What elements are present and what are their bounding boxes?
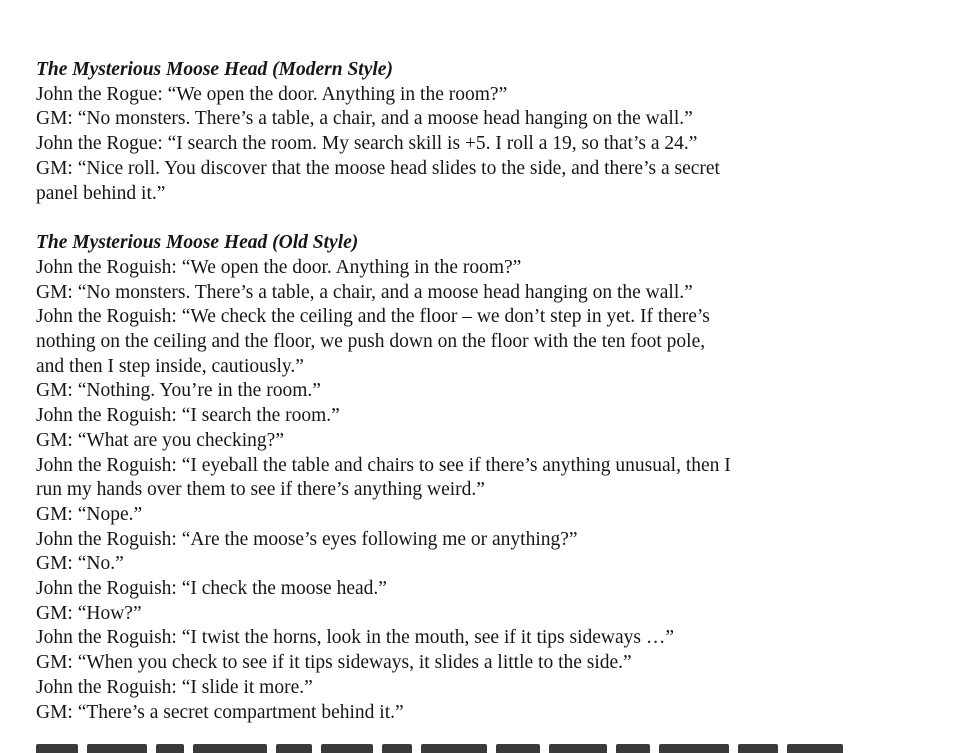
document-body <box>36 58 916 725</box>
dialogue-line: GM: “No.” <box>36 553 124 575</box>
section-spacer <box>36 206 916 231</box>
dialogue-line: GM: “How?” <box>36 602 142 624</box>
dialogue-line: John the Roguish: “I eyeball the table and chairs to see if there’s anything unusual, then I <box>36 454 731 476</box>
dialogue-line: John the Rogue: “We open the door. Anything in the room?” <box>36 83 508 105</box>
dialogue-line: John the Roguish: “I twist the horns, look in the mouth, see if it tips sideways …” <box>36 627 675 649</box>
dialogue-line: John the Roguish: “I slide it more.” <box>36 676 313 698</box>
dialogue-line: GM: “Nope.” <box>36 503 143 525</box>
dialogue-line: GM: “Nice roll. You discover that the moose head slides to the side, and there’s a secret <box>36 157 720 179</box>
dialogue-line: nothing on the ceiling and the floor, we push down on the floor with the ten foot pole, <box>36 331 706 353</box>
cropped-next-line <box>36 744 906 753</box>
dialogue-line: John the Rogue: “I search the room. My search skill is +5. I roll a 19, so that’s a 24.” <box>36 133 698 155</box>
dialogue-line: John the Roguish: “We open the door. Anything in the room?” <box>36 256 522 278</box>
dialogue-line: GM: “No monsters. There’s a table, a chair, and a moose head hanging on the wall.” <box>36 281 693 303</box>
dialogue-line: GM: “Nothing. You’re in the room.” <box>36 380 321 402</box>
section-title: The Mysterious Moose Head (Modern Style) <box>36 59 393 80</box>
dialogue-line: GM: “No monsters. There’s a table, a chair, and a moose head hanging on the wall.” <box>36 108 693 130</box>
dialogue-line: John the Roguish: “I search the room.” <box>36 405 340 427</box>
section-modern-style <box>36 58 916 206</box>
section-old-style <box>36 231 916 725</box>
dialogue-line: GM: “There’s a secret compartment behind it.” <box>36 701 404 723</box>
dialogue-line: John the Roguish: “I check the moose head.” <box>36 578 387 600</box>
dialogue-line: John the Roguish: “We check the ceiling and the floor – we don’t step in yet. If there’s <box>36 306 710 328</box>
section-title: The Mysterious Moose Head (Old Style) <box>36 232 359 254</box>
dialogue-line: GM: “What are you checking?” <box>36 429 284 451</box>
dialogue-line: panel behind it.” <box>36 182 166 204</box>
dialogue-line: John the Roguish: “Are the moose’s eyes following me or anything?” <box>36 528 578 550</box>
dialogue-line: GM: “When you check to see if it tips sideways, it slides a little to the side.” <box>36 652 632 674</box>
dialogue-line: and then I step inside, cautiously.” <box>36 355 304 377</box>
dialogue-line: run my hands over them to see if there’s anything weird.” <box>36 479 485 501</box>
